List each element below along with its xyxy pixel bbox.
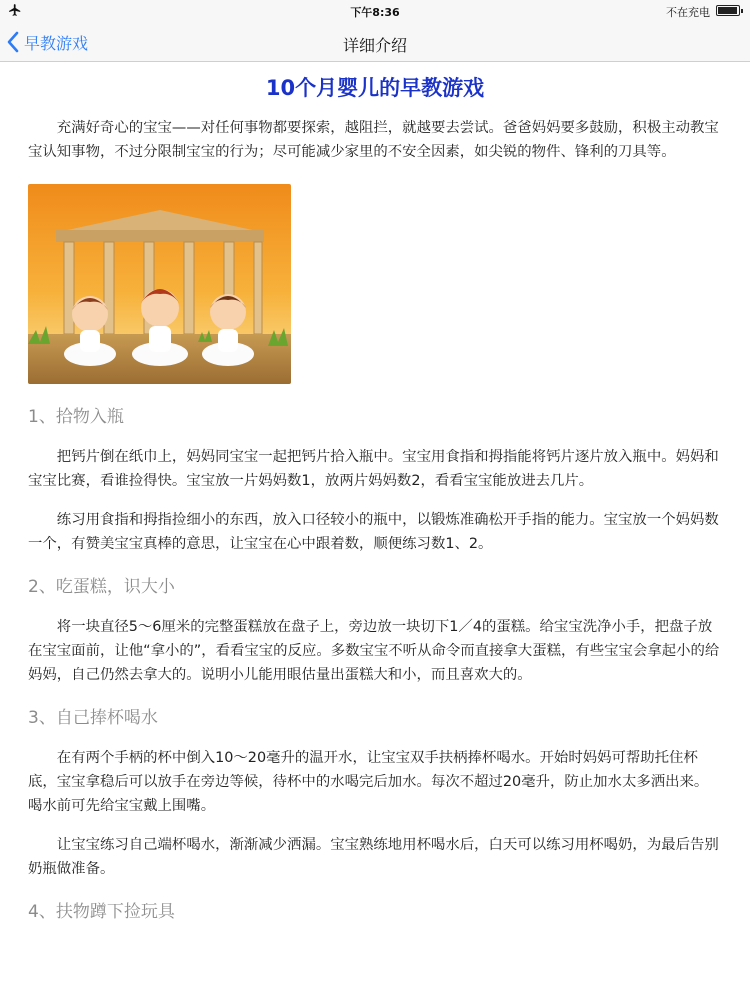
status-time: 下午8:36 [350,6,400,19]
section-1-paragraph-2: 练习用食指和拇指捡细小的东西，放入口径较小的瓶中，以锻炼准确松开手指的能力。宝宝放一个妈妈数一个，有赞美宝宝真棒的意思，让宝宝在心中跟着数，顺便练习数1、2。 [28,512,719,552]
battery-icon [716,5,740,16]
section-3-paragraph-1: 在有两个手柄的杯中倒入10～20毫升的温开水，让宝宝双手扶柄捧杯喝水。开始时妈妈可帮助托住杯底，宝宝拿稳后可以放手在旁边等候，待杯中的水喝完后加水。每次不超过20毫升，防止加水太多洒出来。喝水前可先给宝宝戴上围嘴。 [28,750,709,814]
section-heading-2: 2、吃蛋糕，识大小 [28,577,175,597]
section-3-paragraph-2: 让宝宝练习自己端杯喝水，渐渐减少洒漏。宝宝熟练地用杯喝水后，白天可以练习用杯喝奶，为最后告别奶瓶做准备。 [28,837,719,877]
section-heading-4: 4、扶物蹲下捡玩具 [28,902,175,922]
section-heading-1: 1、拾物入瓶 [28,407,124,427]
back-label: 早教游戏 [24,33,89,53]
article-illustration [28,184,291,384]
status-bar [0,0,750,22]
article-content[interactable] [0,62,750,1000]
section-2-paragraph-1: 将一块直径5～6厘米的完整蛋糕放在盘子上，旁边放一块切下1／4的蛋糕。给宝宝洗净小手，把盘子放在宝宝面前，让他“拿小的”，看看宝宝的反应。多数宝宝不听从命令而直接拿大蛋糕，有些宝宝会拿起小的给妈妈，自己仍然去拿大的。说明小儿能用眼估量出蛋糕大和小，而且喜欢大的。 [28,619,720,683]
charge-status: 不在充电 [666,6,710,19]
intro-paragraph: 充满好奇心的宝宝——对任何事物都要探索，越阻拦，就越要去尝试。爸爸妈妈要多鼓励，积极主动教宝宝认知事物，不过分限制宝宝的行为；尽可能减少家里的不安全因素，如尖锐的物件、锋利的刀具等。 [28,120,719,160]
article-title: 10个月婴儿的早教游戏 [265,76,485,100]
section-heading-3: 3、自己捧杯喝水 [28,708,158,728]
navigation-bar [0,22,750,62]
section-1-paragraph-1: 把钙片倒在纸巾上，妈妈同宝宝一起把钙片拾入瓶中。宝宝用食指和拇指能将钙片逐片放入瓶中。妈妈和宝宝比赛，看谁捡得快。宝宝放一片妈妈数1，放两片妈妈数2，看看宝宝能放进去几片。 [28,449,719,489]
nav-title: 详细介绍 [342,36,407,55]
